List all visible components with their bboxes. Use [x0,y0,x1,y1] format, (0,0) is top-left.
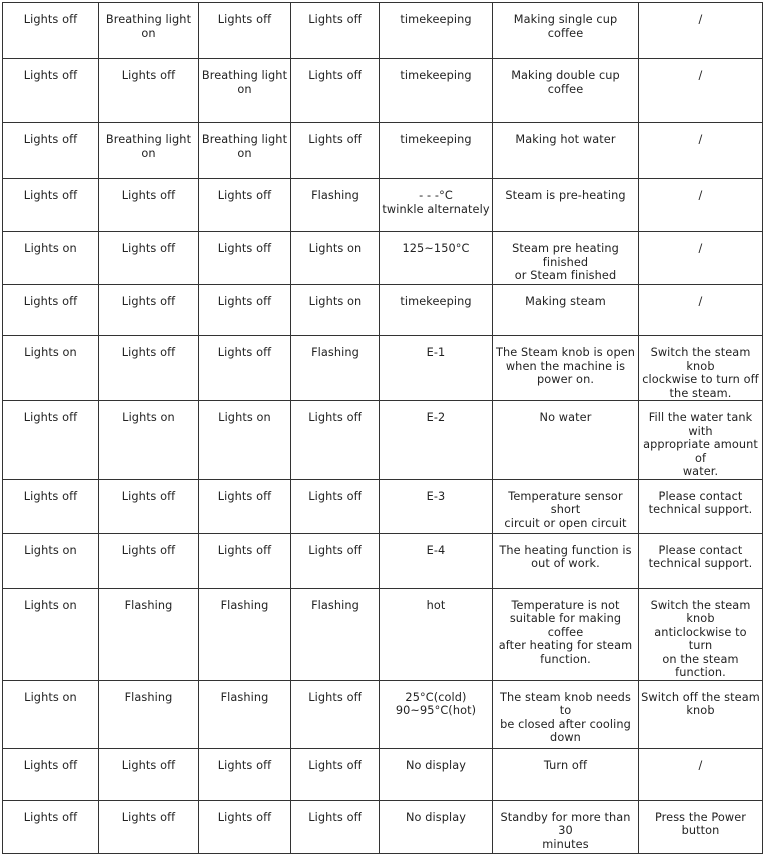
table-cell-solution [639,179,763,232]
cell-text: Please contact technical support. [648,489,753,516]
table-cell-indicator-2 [99,533,199,588]
table-cell-indicator-2 [99,588,199,680]
table-cell-solution [639,59,763,123]
table-cell-solution [639,336,763,401]
table-cell-solution [639,232,763,285]
cell-text: Lights off [217,543,272,557]
table-cell-indicator-3 [199,232,291,285]
table-cell-indicator-3 [199,336,291,401]
table-row [3,3,763,59]
table-cell-indicator-1 [3,588,99,680]
table-cell-indicator-1 [3,533,99,588]
cell-text: Temperature is not suitable for making coffee after heating for steam function. [498,598,633,666]
table-cell-display [380,680,493,748]
cell-text: Flashing [124,598,173,612]
table-cell-indicator-4 [291,800,380,853]
table-cell-indicator-4 [291,123,380,179]
table-cell-indicator-3 [199,680,291,748]
cell-text: Breathing light on [201,69,288,96]
table-cell-indicator-2 [99,401,199,480]
cell-text: E-1 [426,346,446,359]
cell-text: The steam knob needs to be closed after cooling down [500,690,631,744]
table-cell-indicator-1 [3,479,99,533]
table-cell-status [493,800,639,853]
table-cell-indicator-3 [199,285,291,336]
table-row [3,179,763,232]
cell-text: timekeeping [400,69,472,82]
cell-text: Lights off [23,69,78,82]
cell-text: Please contact technical support. [648,543,753,570]
table-cell-indicator-4 [291,179,380,232]
table-cell-indicator-3 [199,588,291,680]
table-cell-indicator-4 [291,533,380,588]
table-cell-indicator-1 [3,59,99,123]
cell-text: Switch the steam knob anticlockwise to turn on the steam function. [650,598,751,679]
table-cell-indicator-1 [3,748,99,800]
table-row [3,336,763,401]
cell-text: Lights off [308,13,362,26]
cell-text: Lights off [308,489,362,503]
cell-text: Lights off [308,69,362,82]
cell-text: Lights on [24,242,77,255]
cell-text: Lights off [217,295,272,308]
table-cell-solution [639,401,763,480]
table-cell-status [493,588,639,680]
cell-text: Press the Power button [654,810,747,837]
table-cell-indicator-1 [3,285,99,336]
cell-text: Making double cup coffee [511,69,620,96]
cell-text: The Steam knob is open when the machine is power on. [495,346,636,386]
table-row [3,59,763,123]
table-cell-indicator-2 [99,748,199,800]
cell-text: Lights on [24,346,77,359]
cell-text: Flashing [311,346,359,359]
cell-text: Lights off [23,295,78,308]
cell-text: Lights off [121,489,176,503]
table-cell-solution [639,680,763,748]
table-body [3,3,763,854]
cell-text: Breathing light on [105,133,192,160]
cell-text: / [698,133,703,146]
table-row [3,680,763,748]
table-cell-solution [639,123,763,179]
cell-text: Lights off [308,810,362,824]
table-cell-indicator-4 [291,479,380,533]
table-row [3,123,763,179]
cell-text: Lights on [218,411,271,424]
table-cell-display [380,285,493,336]
table-cell-status [493,479,639,533]
cell-text: Lights off [121,810,176,824]
cell-text: Lights off [217,189,272,202]
cell-text: Lights off [23,189,78,202]
table-cell-indicator-2 [99,479,199,533]
cell-text: Lights off [308,133,362,146]
cell-text: Lights on [122,411,175,424]
table-cell-status [493,401,639,480]
cell-text: / [698,295,703,308]
cell-text: Standby for more than 30 minutes [500,810,631,851]
table-cell-indicator-4 [291,232,380,285]
cell-text: Lights off [23,810,78,824]
table-cell-display [380,401,493,480]
cell-text: Lights on [308,295,362,308]
table-cell-status [493,3,639,59]
table-row [3,588,763,680]
table-cell-display [380,232,493,285]
cell-text: Lights off [23,758,78,772]
cell-text: Lights on [24,543,77,557]
cell-text: E-4 [426,543,446,557]
table-cell-indicator-4 [291,336,380,401]
table-cell-indicator-3 [199,748,291,800]
table-cell-status [493,748,639,800]
table-cell-indicator-2 [99,179,199,232]
table-cell-indicator-3 [199,401,291,480]
table-row [3,748,763,800]
table-cell-indicator-1 [3,800,99,853]
table-cell-indicator-1 [3,179,99,232]
table-cell-indicator-2 [99,3,199,59]
table-cell-indicator-4 [291,588,380,680]
table-cell-indicator-4 [291,59,380,123]
cell-text: Flashing [311,189,359,202]
cell-text: Lights off [217,758,272,772]
cell-text: Flashing [220,598,269,612]
table-cell-status [493,336,639,401]
table-cell-display [380,479,493,533]
cell-text: / [698,758,703,772]
cell-text: Lights off [23,13,78,26]
table-cell-indicator-1 [3,680,99,748]
table-cell-status [493,533,639,588]
table-cell-solution [639,588,763,680]
table-cell-display [380,179,493,232]
table-row [3,285,763,336]
table-cell-indicator-1 [3,336,99,401]
cell-text: / [698,69,703,82]
cell-text: Making single cup coffee [513,13,618,40]
table-cell-display [380,59,493,123]
table-cell-solution [639,479,763,533]
cell-text: / [698,189,703,202]
cell-text: No display [405,758,467,772]
cell-text: Lights off [308,543,362,557]
table-cell-indicator-4 [291,3,380,59]
cell-text: Lights off [308,690,362,704]
table-cell-solution [639,285,763,336]
cell-text: Flashing [220,690,269,704]
cell-text: Lights on [24,598,77,612]
cell-text: hot [426,598,446,612]
table-cell-indicator-2 [99,285,199,336]
table-cell-status [493,59,639,123]
table-cell-indicator-2 [99,336,199,401]
cell-text: E-2 [426,411,446,424]
cell-text: Lights on [24,690,77,704]
cell-text: timekeeping [400,133,472,146]
table-cell-display [380,336,493,401]
table-cell-status [493,123,639,179]
cell-text: Lights off [121,346,176,359]
cell-text: Lights off [217,489,272,503]
table-row [3,401,763,480]
cell-text: Lights off [217,346,272,359]
table-cell-indicator-3 [199,123,291,179]
table-cell-indicator-2 [99,680,199,748]
cell-text: Switch the steam knob clockwise to turn off the steam. [642,346,759,400]
cell-text: Lights off [217,810,272,824]
table-row [3,533,763,588]
cell-text: Lights off [217,242,272,255]
cell-text: Lights off [308,758,362,772]
cell-text: Making hot water [515,133,616,146]
cell-text: Steam pre heating finished or Steam finished [512,242,619,282]
cell-text: Lights on [308,242,362,255]
cell-text: No display [405,810,467,824]
table-cell-solution [639,800,763,853]
cell-text: Lights off [121,758,176,772]
table-cell-solution [639,533,763,588]
cell-text: Breathing light on [201,133,288,160]
table-cell-solution [639,748,763,800]
table-cell-indicator-2 [99,59,199,123]
table-cell-solution [639,3,763,59]
table-cell-status [493,285,639,336]
table-cell-indicator-2 [99,800,199,853]
table-cell-status [493,179,639,232]
table-cell-indicator-3 [199,179,291,232]
cell-text: Making steam [525,295,606,308]
table-cell-display [380,748,493,800]
cell-text: Temperature sensor short circuit or open circuit [504,489,627,530]
cell-text: Lights off [121,543,176,557]
table-cell-indicator-4 [291,680,380,748]
cell-text: Switch off the steam knob [641,690,760,717]
table-cell-indicator-1 [3,123,99,179]
cell-text: Lights off [23,411,78,424]
cell-text: Lights off [121,69,176,82]
cell-text: - - -°C twinkle alternately [382,189,490,216]
table-cell-indicator-3 [199,533,291,588]
cell-text: Lights off [23,489,78,503]
cell-text: Lights off [121,295,176,308]
table-cell-indicator-2 [99,232,199,285]
table-cell-indicator-3 [199,479,291,533]
cell-text: Lights off [217,13,272,26]
table-cell-display [380,588,493,680]
table-cell-indicator-3 [199,3,291,59]
cell-text: Lights off [121,189,176,202]
cell-text: Flashing [124,690,173,704]
cell-text: / [698,242,703,255]
table-cell-indicator-1 [3,401,99,480]
cell-text: Breathing light on [105,13,192,40]
cell-text: No water [539,411,592,424]
cell-text: Flashing [311,598,359,612]
table-cell-indicator-3 [199,800,291,853]
cell-text: E-3 [426,489,446,503]
cell-text: Steam is pre-heating [505,189,626,202]
cell-text: Turn off [543,758,588,772]
table-cell-indicator-1 [3,3,99,59]
table-cell-display [380,123,493,179]
table-cell-indicator-4 [291,401,380,480]
cell-text: Lights off [308,411,362,424]
table-row [3,800,763,853]
table-cell-status [493,232,639,285]
cell-text: timekeeping [400,13,472,26]
status-indicator-table [2,2,763,854]
cell-text: timekeeping [400,295,472,308]
table-row [3,479,763,533]
table-cell-display [380,3,493,59]
table-cell-display [380,800,493,853]
cell-text: Lights off [23,133,78,146]
table-cell-status [493,680,639,748]
table-cell-indicator-4 [291,748,380,800]
table-cell-indicator-3 [199,59,291,123]
cell-text: Fill the water tank with appropriate amount of water. [643,411,758,478]
table-cell-indicator-4 [291,285,380,336]
table-cell-display [380,533,493,588]
table-cell-indicator-1 [3,232,99,285]
cell-text: 25°C(cold) 90~95°C(hot) [395,690,477,717]
cell-text: Lights off [121,242,176,255]
table-row [3,232,763,285]
cell-text: The heating function is out of work. [499,543,632,570]
table-cell-indicator-2 [99,123,199,179]
cell-text: 125~150°C [402,242,470,255]
cell-text: / [698,13,703,26]
